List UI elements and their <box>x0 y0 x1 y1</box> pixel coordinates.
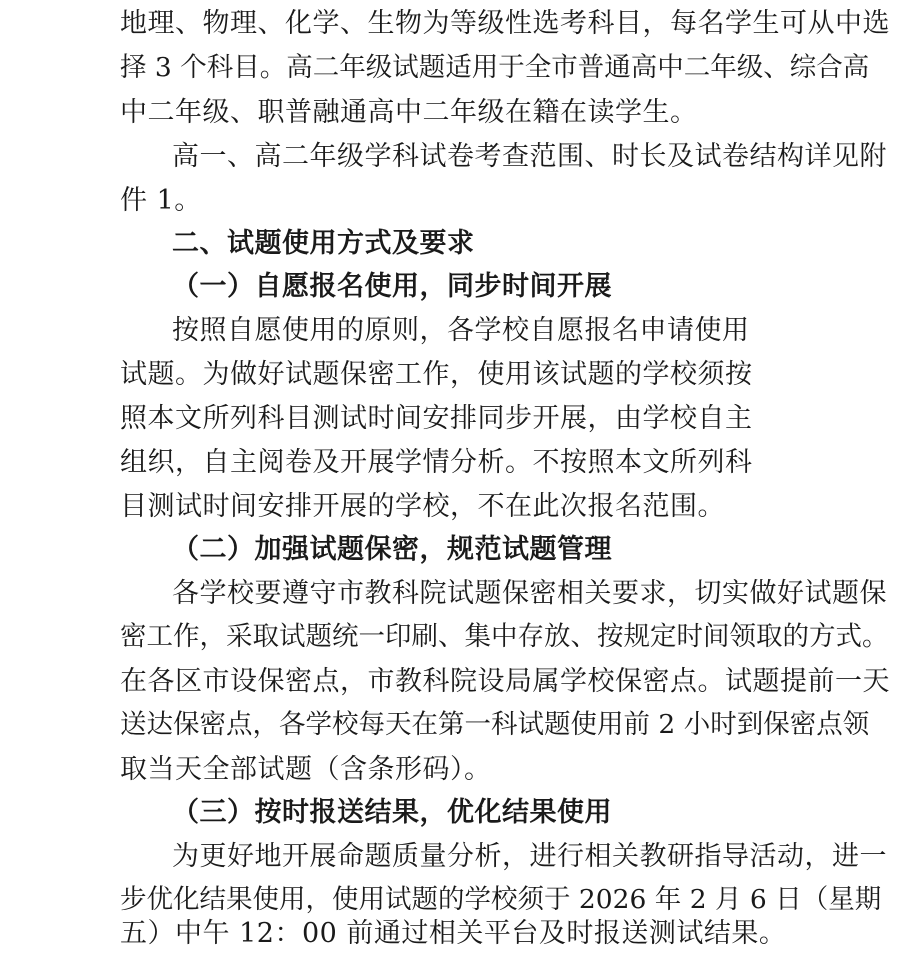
body-text-line: 地理、物理、化学、生物为等级性选考科目，每名学生可从中选 <box>120 8 890 39</box>
body-text-line: 密工作，采取试题统一印刷、集中存放、按规定时间领取的方式。 <box>120 621 889 652</box>
body-text-line: 为更好地开展命题质量分析，进行相关教研指导活动，进一 <box>172 841 887 872</box>
body-text-line: 件 1。 <box>120 185 202 216</box>
body-text-line: 送达保密点，各学校每天在第一科试题使用前 2 小时到保密点领 <box>120 709 870 740</box>
body-text-line: 照本文所列科目测试时间安排同步开展，由学校自主 <box>120 403 753 434</box>
body-text-line: 试题。为做好试题保密工作，使用该试题的学校须按 <box>120 359 753 390</box>
body-text-line: 在各区市设保密点，市教科院设局属学校保密点。试题提前一天 <box>120 666 890 697</box>
body-text-line: 取当天全部试题（含条形码）。 <box>120 754 492 785</box>
body-text-line: 高一、高二年级学科试卷考查范围、时长及试卷结构详见附 <box>172 141 887 172</box>
body-text-line: 择 3 个科目。高二年级试题适用于全市普通高中二年级、综合高 <box>120 52 870 83</box>
subsection-heading: （三）按时报送结果，优化结果使用 <box>172 797 612 828</box>
body-text-line: 组织，自主阅卷及开展学情分析。不按照本文所列科 <box>120 447 753 478</box>
section-heading: 二、试题使用方式及要求 <box>172 228 475 259</box>
body-text-line: 步优化结果使用，使用试题的学校须于 2026 年 2 月 6 日（星期 <box>120 884 882 915</box>
body-text-line: 各学校要遵守市教科院试题保密相关要求，切实做好试题保 <box>172 578 887 609</box>
body-text-line: 目测试时间安排开展的学校，不在此次报名范围。 <box>120 491 725 522</box>
subsection-heading: （二）加强试题保密，规范试题管理 <box>172 534 612 565</box>
body-text-line: 中二年级、职普融通高中二年级在籍在读学生。 <box>120 97 698 128</box>
subsection-heading: （一）自愿报名使用，同步时间开展 <box>172 271 612 302</box>
body-text-line: 按照自愿使用的原则，各学校自愿报名申请使用 <box>172 315 750 346</box>
body-text-line: 五）中午 12：00 前通过相关平台及时报送测试结果。 <box>120 918 787 949</box>
